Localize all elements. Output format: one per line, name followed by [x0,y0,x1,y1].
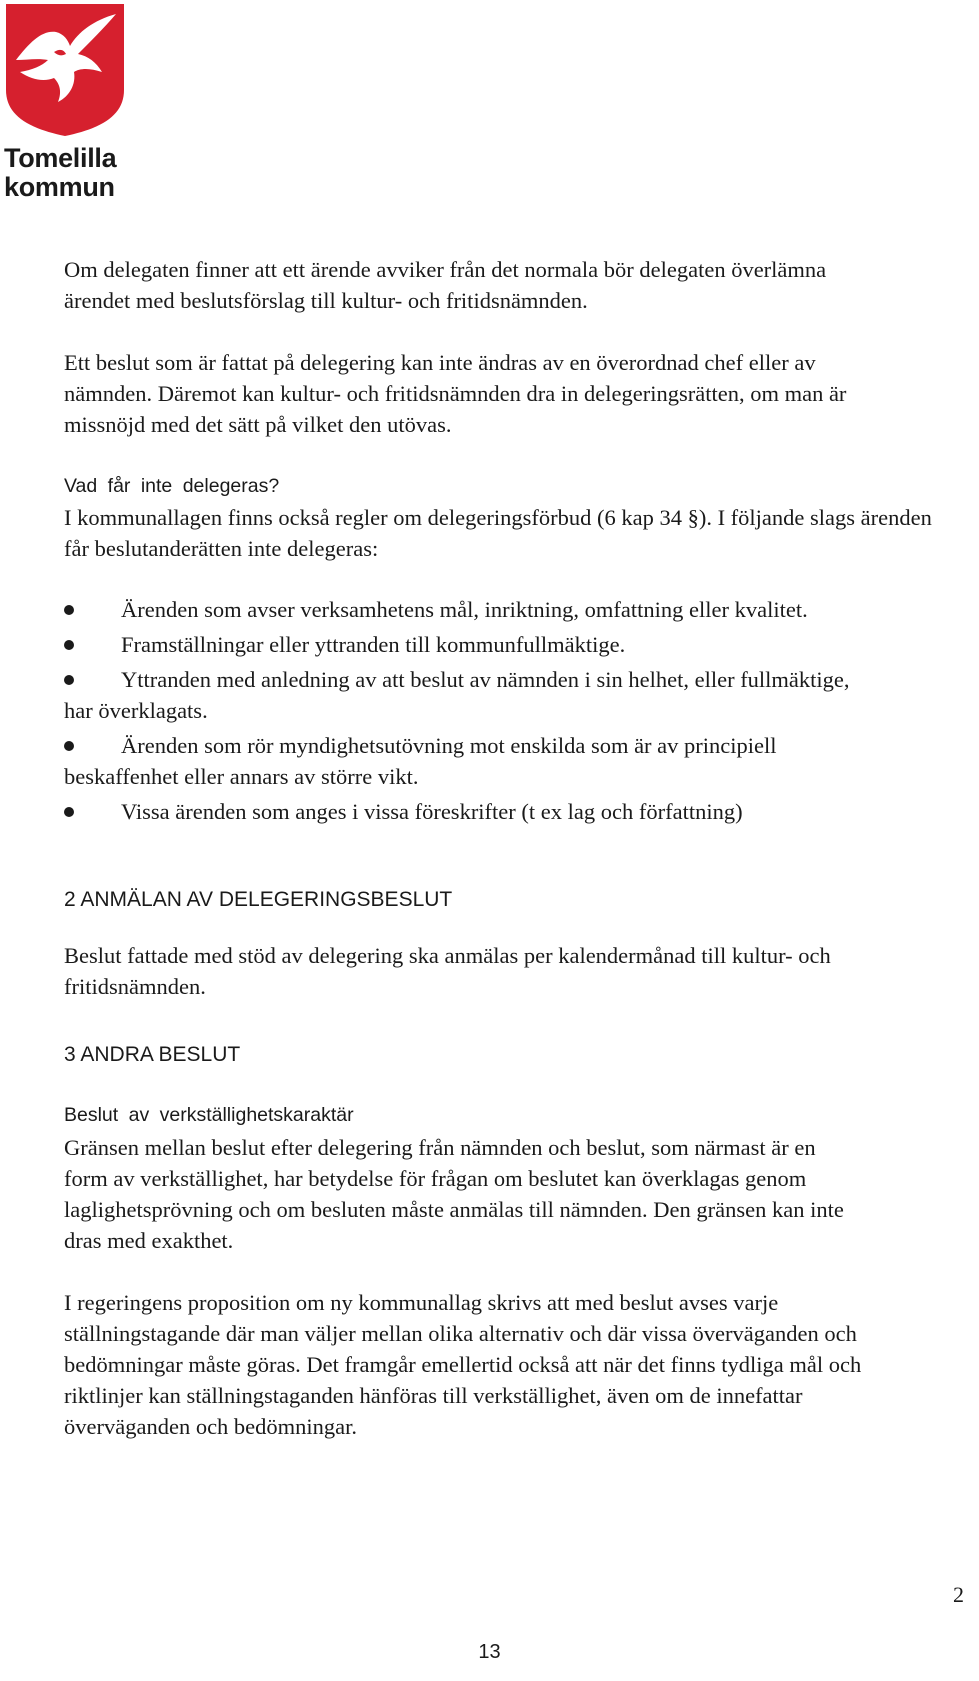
bullet-list [64,594,854,827]
list-item: Ärenden som rör myndighetsutövning mot enskilda som är av principiell beskaffenhet eller annars av större vikt. [64,733,777,789]
bullet-icon [64,741,74,751]
list-item: Ärenden som avser verksamhetens mål, inriktning, omfattning eller kvalitet. [64,594,854,625]
subheading-enforcement: Beslut av verkställighetskaraktär [64,1104,354,1126]
list-item: Yttranden med anledning av att beslut av nämnden i sin helhet, eller fullmäktige, har överklagats. [64,667,850,723]
municipality-logo [4,2,132,202]
logo-name-line2: kommun [4,172,115,202]
page-number-bottom: 13 [478,1641,501,1663]
logo-name-line1: Tomelilla [4,143,117,173]
crest-bird-icon [4,2,126,138]
paragraph-delegation-ban: I kommunallagen finns också regler om delegeringsförbud (6 kap 34 §). I följande slags ärenden får beslutanderätten inte delegeras: [64,505,932,561]
section-heading-other-decisions: 3 ANDRA BESLUT [64,1043,241,1066]
paragraph-delegate-deviation: Om delegaten finner att ett ärende avviker från det normala bör delegaten överlämna ärendet med beslutsförslag till kultur- och fritidsnämnden. [64,257,827,313]
list-item: Vissa ärenden som anges i vissa föreskrifter (t ex lag och författning) [64,796,854,827]
list-item: Framställningar eller yttranden till kommunfullmäktige. [64,629,854,660]
subheading-not-delegable: Vad får inte delegeras? [64,475,280,497]
page-number-right: 2 [953,1582,964,1607]
paragraph-proposition: I regeringens proposition om ny kommunallag skrivs att med beslut avses varje ställningstagande där man väljer mellan olika alternativ och där vissa överväganden och bedömningar måste göras. Det framgår emellertid också att när det finns tydliga mål och riktlinjer kan ställningstaganden hänföras till verkställighet, även om de innefattar överväganden och bedömningar. [64,1290,862,1439]
bullet-icon [64,605,74,615]
bullet-icon [64,807,74,817]
bullet-icon [64,675,74,685]
paragraph-boundary: Gränsen mellan beslut efter delegering från nämnden och beslut, som närmast är en form av verkställighet, har betydelse för frågan om beslutet kan överklagas genom laglighetsprövning och om besluten måste anmälas till nämnden. Den gränsen kan inte dras med exakthet. [64,1135,844,1253]
paragraph-reporting: Beslut fattade med stöd av delegering ska anmälas per kalendermånad till kultur- och fritidsnämnden. [64,943,831,999]
document-body [64,254,932,1442]
section-heading-reporting: 2 ANMÄLAN AV DELEGERINGSBESLUT [64,888,453,911]
bullet-icon [64,640,74,650]
paragraph-decision-change: Ett beslut som är fattat på delegering kan inte ändras av en överordnad chef eller av nämnden. Däremot kan kultur- och fritidsnämnden dra in delegeringsrätten, om man är missnöjd med det sätt på vilket den utövas. [64,350,847,437]
